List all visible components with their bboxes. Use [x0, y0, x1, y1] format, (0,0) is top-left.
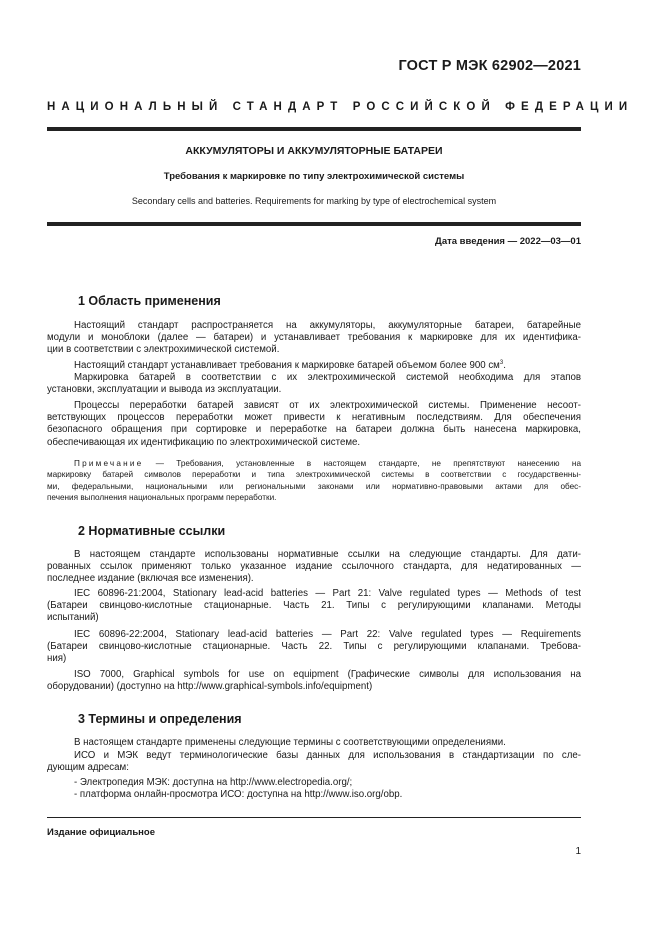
text-line: В настоящем стандарте применены следующие термины с соответствующими определениями.: [74, 737, 506, 748]
text-line: Процессы переработки батарей зависят от их электрохимической системы. Применение несоот-: [74, 400, 581, 411]
section-2-paragraph-1: [47, 549, 581, 586]
text-line: (Батареи свинцово-кислотные стационарные. Часть 22. Типы с регулирующими клапанами. Требова-: [47, 641, 581, 653]
section-3-paragraph-2: [47, 750, 581, 774]
p2-end: .: [503, 360, 506, 372]
text-line: Настоящий стандарт распространяется на аккумуляторы, аккумуляторные батареи, батарейные: [74, 320, 581, 331]
text-line: ветствующих процессов переработки может привести к негативным последствиям. Для обеспечения: [47, 412, 581, 424]
top-rule: [47, 127, 581, 131]
text-line: IEC 60896-21:2004, Stationary lead-acid batteries — Part 21: Valve regulated types — Methods of test: [74, 588, 581, 599]
section-3-paragraph-1: [47, 737, 581, 749]
title-rule: [47, 222, 581, 226]
intro-date: Дата введения — 2022—03—01: [435, 236, 581, 247]
section-1-note: [47, 458, 581, 503]
text-line: Маркировка батарей в соответствии с их электрохимической системой необходима для этапов: [74, 372, 581, 383]
text-line: дующим адресам:: [47, 762, 129, 774]
superscript: 3: [499, 360, 504, 366]
text-line: установки, эксплуатации и вывода из эксплуатации.: [47, 384, 282, 396]
list-item: - Электропедия МЭК: доступна на http://www.electropedia.org/;: [74, 777, 353, 788]
reference-iec-60896-21: [47, 588, 581, 625]
text-line: ния): [47, 653, 67, 665]
note-line: печения выполнения национальных программ переработки.: [47, 492, 277, 502]
section-1-paragraph-3: [47, 372, 581, 396]
standard-number: ГОСТ Р МЭК 62902—2021: [398, 58, 581, 74]
text-line: рованных ссылок применяют только указанное издание ссылочного стандарта, для недатированных —: [47, 561, 581, 573]
reference-iso-7000: [47, 669, 581, 693]
section-1-heading: 1 Область применения: [78, 294, 221, 308]
official-edition-label: Издание официальное: [47, 827, 155, 838]
text-line: IEC 60896-22:2004, Stationary lead-acid batteries — Part 22: Valve regulated types — Requirements: [74, 629, 581, 640]
section-1-paragraph-4: [47, 400, 581, 449]
text-line: модули и моноблоки (далее — батареи) и устанавливает требования к маркировке для их идентифика-: [47, 332, 581, 344]
document-title-english: Secondary cells and batteries. Requirements for marking by type of electrochemical system: [131, 196, 497, 206]
text-line: оборудовании) (доступно на http://www.graphical-symbols.info/equipment): [47, 681, 373, 693]
note-line: [47, 458, 581, 469]
section-2-heading: 2 Нормативные ссылки: [78, 524, 226, 538]
text-line: ции в соответствии с электрохимической системой.: [47, 344, 280, 356]
section-1-paragraph-1: [47, 320, 581, 357]
text-line: обеспечивающая их идентификацию по электрохимической системе.: [47, 436, 361, 448]
text-line: В настоящем стандарте использованы нормативные ссылки на следующие стандарты. Для дати-: [74, 549, 581, 560]
document-subtitle: Требования к маркировке по типу электрохимической системы: [163, 171, 465, 182]
page-number: 1: [575, 846, 581, 857]
note-line: ми, федеральными, национальными или региональными законами или нормативно-правовыми актами для обес-: [47, 481, 581, 491]
text-line: [47, 357, 581, 372]
footer-rule: [47, 817, 581, 818]
note-text: — Требования, установленные в настоящем стандарте, не препятствуют нанесению на: [143, 459, 581, 468]
section-3-list: [47, 777, 581, 801]
national-standard-banner: НАЦИОНАЛЬНЫЙ СТАНДАРТ РОССИЙСКОЙ ФЕДЕРАЦИИ: [47, 101, 634, 113]
document-title: АККУМУЛЯТОРЫ И АККУМУЛЯТОРНЫЕ БАТАРЕИ: [185, 145, 443, 157]
note-line: маркировку батарей символов переработки и типа электрохимической системы в соответствии с государственны-: [47, 470, 581, 480]
note-label: Примечание: [74, 459, 144, 468]
section-3-heading: 3 Термины и определения: [78, 712, 242, 726]
text-line: последнее издание (включая все изменения).: [47, 573, 254, 585]
reference-iec-60896-22: [47, 629, 581, 666]
text-line: (Батареи свинцово-кислотные стационарные. Часть 21. Типы с регулирующими клапанами. Методы: [47, 600, 581, 612]
section-1-paragraph-2: [47, 357, 581, 372]
p2-text: Настоящий стандарт устанавливает требования к маркировке батарей объемом более 900 см: [74, 360, 500, 372]
text-line: ИСО и МЭК ведут терминологические базы данных для использования в стандартизации по сле-: [74, 750, 581, 761]
text-line: ISO 7000, Graphical symbols for use on equipment (Графические символы для использования на: [74, 669, 581, 680]
text-line: безопасного обращения при сортировке и переработке на батареи должна быть нанесена маркировка,: [47, 424, 581, 436]
list-item: - платформа онлайн-просмотра ИСО: доступна на http://www.iso.org/obp.: [74, 789, 403, 801]
text-line: испытаний): [47, 612, 99, 624]
